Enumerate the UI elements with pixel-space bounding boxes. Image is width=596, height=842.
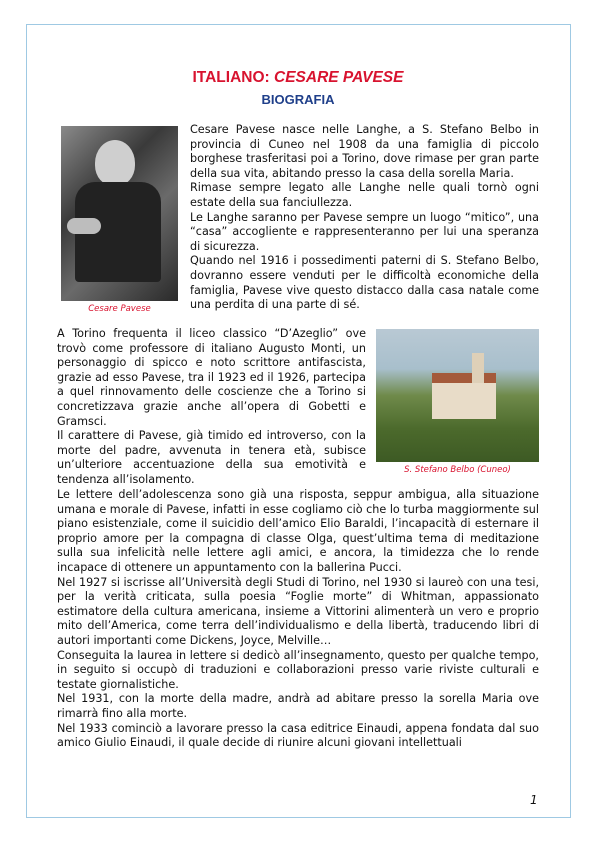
- paragraph: Quando nel 1916 i possedimenti paterni di S. Stefano Belbo, dovranno essere venduti per le difficoltà economiche della famiglia, Pavese vive questo distacco dalla casa natale come una perdita di una parte di sé.: [190, 254, 539, 312]
- landscape-caption: S. Stefano Belbo (Cuneo): [404, 465, 511, 475]
- paragraph: Nel 1933 cominciò a lavorare presso la casa editrice Einaudi, appena fondata dal suo amico Giulio Einaudi, il quale decide di riunire alcuni giovani intellettuali: [57, 721, 539, 750]
- paragraph: Nel 1931, con la morte della madre, andrà ad abitare presso la sorella Maria ove rimarrà fino alla morte.: [57, 692, 539, 720]
- page-number: 1: [530, 793, 538, 807]
- paragraph: Le lettere dell’adolescenza sono già una risposta, seppur ambigua, alla situazione umana e morale di Pavese, infatti in esse cogliamo ciò che lo turba maggiormente sul piano esistenziale, come il suicidio dell’amico Elio Baraldi, l’incapacità di esternare il proprio amore per la compagna di classe Olga, quest’ultima tema di meditazione sulla sua infelicità nelle lettere agli amici, e ancora, la timidezza che lo rende incapace di ottenere un appuntamento con la ballerina Pucci.: [57, 488, 539, 574]
- paragraph: Nel 1927 si iscrisse all’Università degli Studi di Torino, nel 1930 si laureò con una tesi, per la verità criticata, sulla poesia “Foglie morte” di Whitman, appassionato estimatore della cultura americana, insieme a Vittorini alimenterà un vero e proprio mito dell’America, come terra dell’individualismo e della libertà, traducendo libri di autori importanti come Dickens, Joyce, Melville…: [57, 575, 539, 647]
- page-title: [0, 69, 596, 87]
- paragraph: Conseguita la laurea in lettere si dedicò all’insegnamento, questo per qualche tempo, in seguito si occupò di traduzioni e collaborazioni presso varie riviste culturali e testate giornalistiche.: [57, 648, 539, 691]
- portrait-head: [95, 140, 135, 186]
- landscape-photo: [376, 329, 539, 462]
- title-name: CESARE PAVESE: [274, 69, 404, 86]
- paragraph: Le Langhe saranno per Pavese sempre un luogo “mitico”, una “casa” accogliente e rappresenteranno per lui una speranza di sicurezza.: [190, 210, 539, 253]
- text-block-top: [190, 123, 539, 313]
- paragraph: Il carattere di Pavese, già timido ed introverso, con la morte del padre, avvenuta in tenera età, subisce un’ulteriore accentuazione della sua emotività e tendenza all’isolamento.: [57, 429, 366, 486]
- landscape-tower: [472, 353, 484, 383]
- portrait-photo: [61, 126, 178, 301]
- page-subtitle: BIOGRAFIA: [261, 92, 335, 107]
- paragraph: Cesare Pavese nasce nelle Langhe, a S. Stefano Belbo in provincia di Cuneo nel 1908 da una famiglia di piccolo borghese trasferitasi poi a Torino, dove rimase per gran parte della sua vita, abitando presso la casa della sorella Maria.: [190, 123, 539, 180]
- title-prefix: ITALIANO:: [192, 69, 274, 86]
- paragraph: Rimase sempre legato alle Langhe nelle quali tornò ogni estate della sua fanciullezza.: [190, 181, 539, 209]
- portrait-hand: [67, 218, 101, 234]
- landscape-church: [432, 373, 496, 419]
- text-block-bottom: [57, 488, 539, 751]
- paragraph: A Torino frequenta il liceo classico “D’Azeglio” ove trovò come professore di italiano Augusto Monti, un personaggio di spicco e noto scrittore antifascista, grazie ad esso Pavese, tra il 1923 ed il 1926, partecipa a quel rinnovamento delle coscienze che a Torino si concretizzava grazie anche all’opera di Gobetti e Gramsci.: [57, 327, 366, 428]
- text-block-middle: [57, 327, 366, 488]
- portrait-caption: Cesare Pavese: [88, 304, 151, 314]
